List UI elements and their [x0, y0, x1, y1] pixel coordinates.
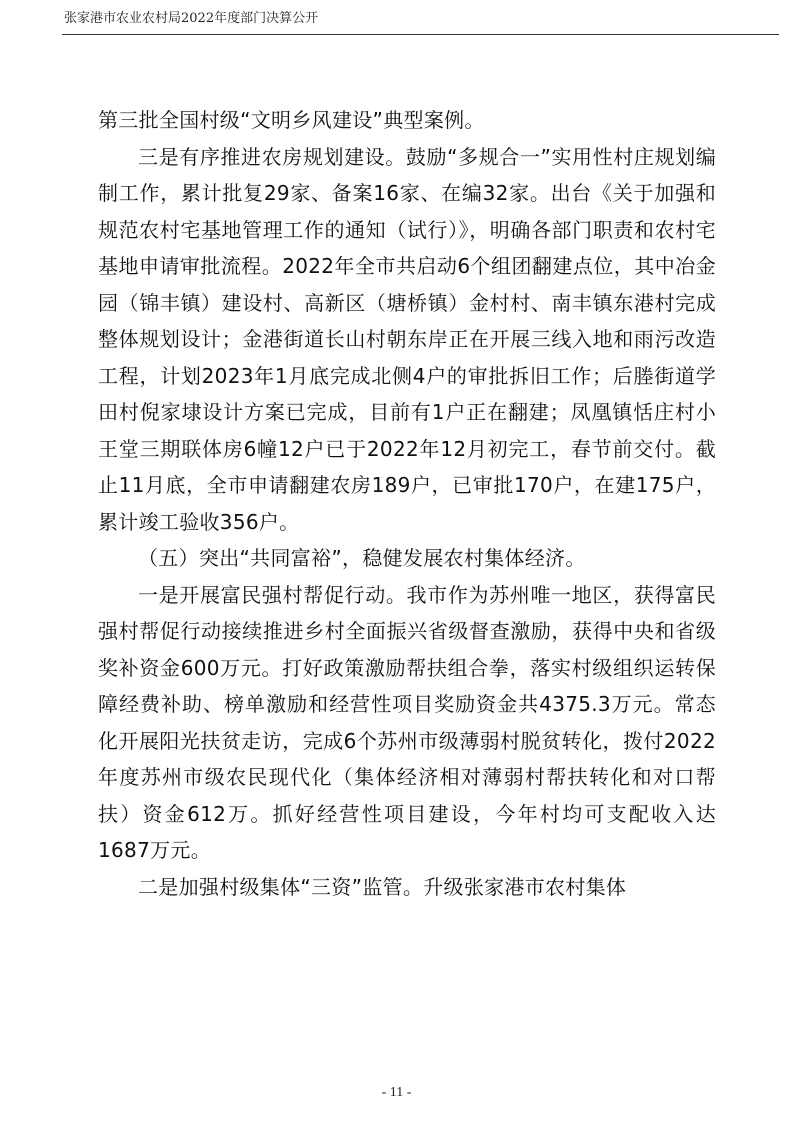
paragraph-enrich-villages: 一是开展富民强村帮促行动。我市作为苏州唯一地区，获得富民强村帮促行动接续推进乡村全面振兴省级督查激励，获得中央和省级奖补资金600万元。打好政策激励帮扶组合拳，落实村级组织运转保障经费补助、榜单激励和经营性项目奖励资金共4375.3万元。常态化开展阳光扶贫走访，完成6个苏州市级薄弱村脱贫转化，拨付2022年度苏州市级农民现代化（集体经济相对薄弱村帮扶转化和对口帮扶）资金612万。抓好经营性项目建设，今年村均可支配收入达1687万元。 — [98, 582, 716, 862]
paragraph-asset-supervision: 二是加强村级集体“三资”监管。升级张家港市农村集体 — [138, 874, 627, 899]
body-text — [98, 102, 716, 905]
running-header: 张家港市农业农村局2022年度部门决算公开 — [64, 11, 319, 26]
paragraph-housing-planning: 三是有序推进农房规划建设。鼓励“多规合一”实用性村庄规划编制工作，累计批复29家、备案16家、在编32家。出台《关于加强和规范农村宅基地管理工作的通知（试行）》，明确各部门职责和农村宅基地申请审批流程。2022年全市共启动6个组团翻建点位，其中冶金园（锦丰镇）建设村、高新区（塘桥镇）金村村、南丰镇东港村完成整体规划设计；金港街道长山村朝东岸正在开展三线入地和雨污改造工程，计划2023年1月底完成北侧4户的审批拆旧工作；后塍街道学田村倪家埭设计方案已完成，目前有1户正在翻建；凤凰镇恬庄村小王堂三期联体房6幢12户已于2022年12月初完工，春节前交付。截止11月底，全市申请翻建农房189户，已审批170户，在建175户，累计竣工验收356户。 — [98, 144, 716, 534]
section-heading-common-prosperity: （五）突出“共同富裕”，稳健发展农村集体经济。 — [138, 546, 586, 570]
paragraph-continuation: 第三批全国村级“文明乡风建设”典型案例。 — [98, 108, 485, 132]
page-number: - 11 - — [381, 1085, 412, 1100]
header-divider — [62, 34, 779, 35]
